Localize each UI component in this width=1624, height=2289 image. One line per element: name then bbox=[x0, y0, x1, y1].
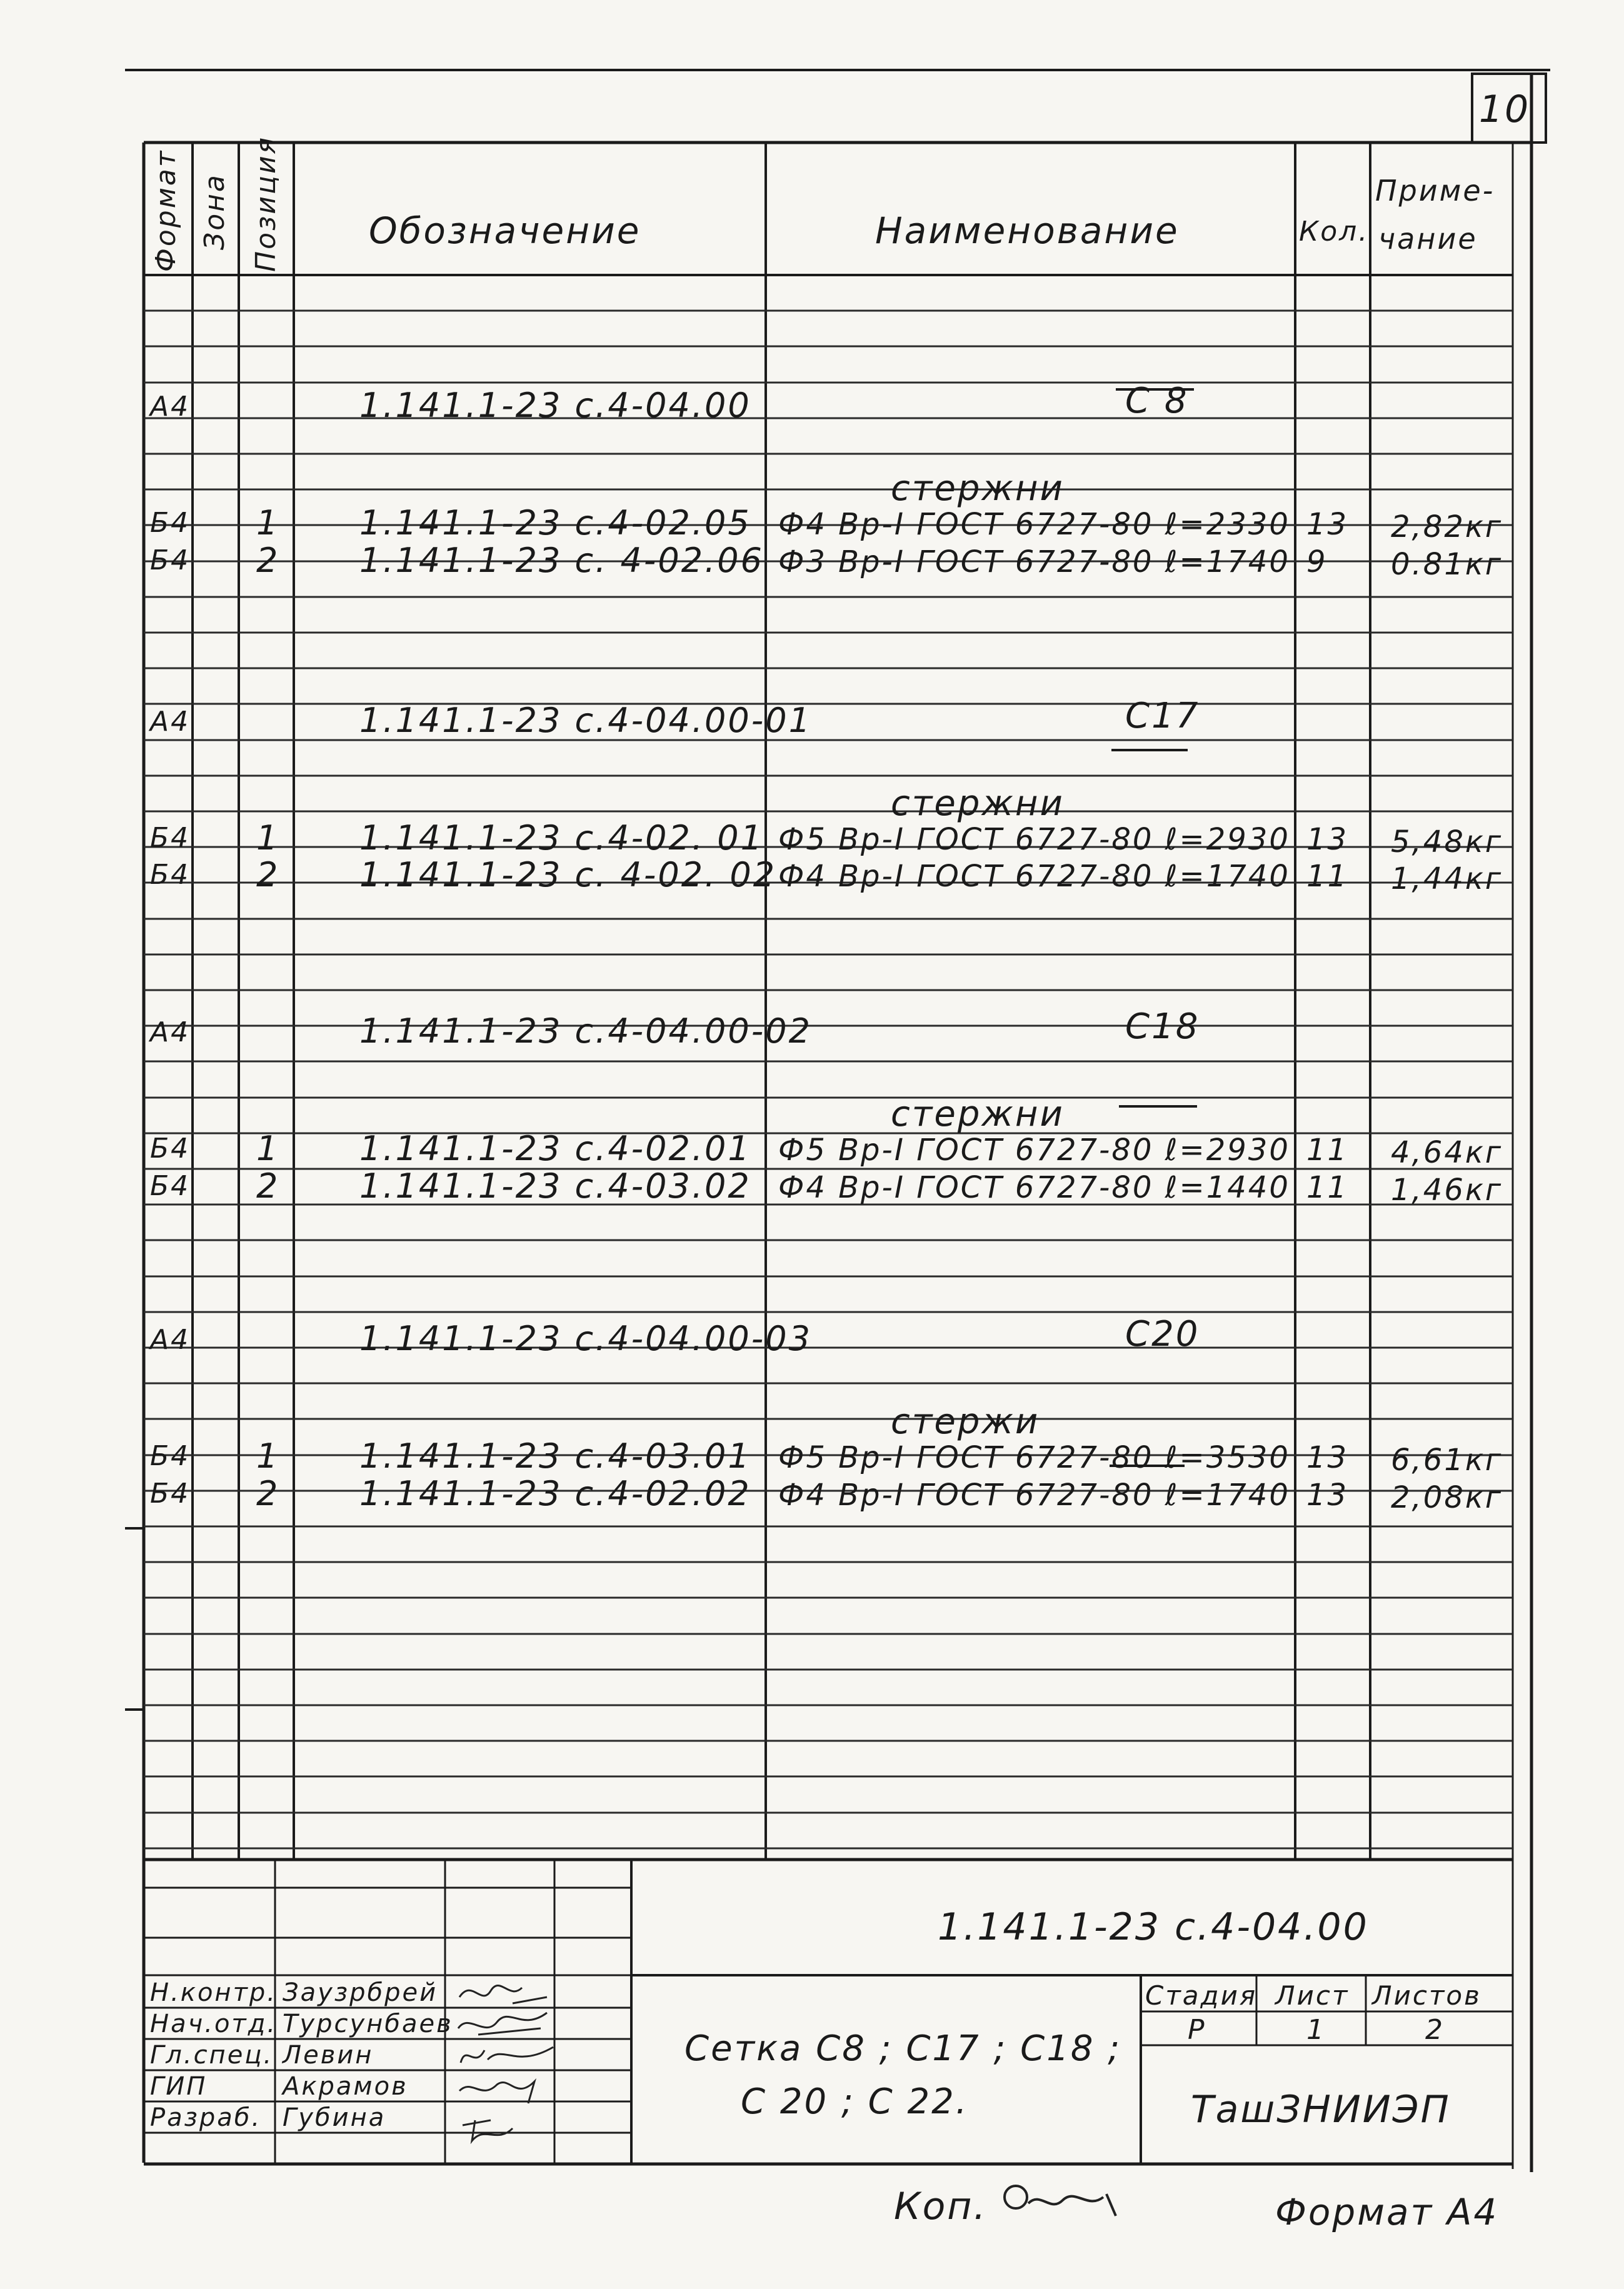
header-format: Формат bbox=[150, 149, 182, 272]
row-designation: 1.141.1-23 с.4-03.02 bbox=[359, 1166, 751, 1206]
group-title: С18 bbox=[1125, 1006, 1200, 1047]
organization: ТашЗНИИЭП bbox=[1191, 2088, 1451, 2131]
row-name: Ф5 Вр-I ГОСТ 6727-80 ℓ=3530 bbox=[778, 1440, 1290, 1475]
row-format: Б4 bbox=[150, 1478, 191, 1510]
approval-name: Турсунбаев bbox=[283, 2010, 453, 2038]
row-format: Б4 bbox=[150, 1170, 191, 1202]
row-name: Ф4 Вр-I ГОСТ 6727-80 ℓ=1740 bbox=[778, 1478, 1290, 1513]
group-title: С 8 bbox=[1125, 381, 1189, 421]
row-position: 1 bbox=[256, 1129, 280, 1168]
approval-name: Заузрбрей bbox=[283, 1978, 438, 2007]
section-label: стержи bbox=[891, 1401, 1040, 1442]
row-position: 1 bbox=[256, 503, 280, 543]
stage-label: Стадия bbox=[1145, 1980, 1258, 2011]
row-qty: 13 bbox=[1306, 822, 1349, 857]
signatures bbox=[453, 1975, 559, 2163]
row-position: 2 bbox=[256, 1474, 280, 1513]
group-designation: 1.141.1-23 с.4-04.00-02 bbox=[359, 1011, 812, 1051]
sheet-value: 1 bbox=[1306, 2014, 1326, 2046]
row-position: 2 bbox=[256, 1166, 280, 1206]
document-title-line2: С 20 ; С 22. bbox=[741, 2081, 969, 2122]
row-note: 4,64кг bbox=[1391, 1135, 1503, 1170]
row-note: 2,82кг bbox=[1391, 509, 1503, 544]
copier-signature bbox=[994, 2178, 1131, 2235]
row-name: Ф3 Вр-I ГОСТ 6727-80 ℓ=1740 bbox=[778, 544, 1290, 579]
row-qty: 11 bbox=[1306, 1133, 1349, 1168]
row-name: Ф4 Вр-I ГОСТ 6727-80 ℓ=1740 bbox=[778, 859, 1290, 894]
row-designation: 1.141.1-23 с. 4-02. 02 bbox=[359, 855, 777, 894]
row-qty: 11 bbox=[1306, 1170, 1349, 1205]
row-name: Ф4 Вр-I ГОСТ 6727-80 ℓ=1440 bbox=[778, 1170, 1290, 1205]
sheets-label: Листов bbox=[1372, 1980, 1481, 2011]
row-qty: 11 bbox=[1306, 859, 1349, 894]
row-format: Б4 bbox=[150, 822, 191, 854]
group-format: А4 bbox=[150, 706, 191, 738]
group-format: А4 bbox=[150, 391, 191, 423]
row-name: Ф4 Вр-I ГОСТ 6727-80 ℓ=2330 bbox=[778, 507, 1290, 542]
row-qty: 13 bbox=[1306, 507, 1349, 542]
row-format: Б4 bbox=[150, 1440, 191, 1472]
header-name: Наименование bbox=[875, 209, 1180, 252]
sheets-value: 2 bbox=[1425, 2014, 1445, 2046]
row-format: Б4 bbox=[150, 859, 191, 891]
row-designation: 1.141.1-23 с.4-02. 01 bbox=[359, 818, 764, 858]
group-designation: 1.141.1-23 с.4-04.00-01 bbox=[359, 701, 812, 740]
row-qty: 13 bbox=[1306, 1478, 1349, 1513]
section-label: стержни bbox=[891, 1094, 1065, 1134]
copied-label: Коп. bbox=[894, 2185, 988, 2228]
header-zone: Зона bbox=[199, 173, 231, 250]
row-position: 1 bbox=[256, 1436, 280, 1476]
group-designation: 1.141.1-23 с.4-04.00 bbox=[359, 386, 751, 425]
row-designation: 1.141.1-23 с.4-02.01 bbox=[359, 1129, 751, 1168]
header-position: Позиция bbox=[250, 135, 282, 272]
row-designation: 1.141.1-23 с. 4-02.06 bbox=[359, 541, 764, 580]
group-title: С17 bbox=[1125, 696, 1200, 736]
approval-name: Левин bbox=[283, 2041, 374, 2070]
row-format: Б4 bbox=[150, 507, 191, 539]
sheet-label: Лист bbox=[1275, 1980, 1350, 2011]
group-format: А4 bbox=[150, 1324, 191, 1356]
row-name: Ф5 Вр-I ГОСТ 6727-80 ℓ=2930 bbox=[778, 1133, 1290, 1168]
row-qty: 9 bbox=[1306, 544, 1328, 579]
header-qty: Кол. bbox=[1299, 216, 1370, 248]
row-qty: 13 bbox=[1306, 1440, 1349, 1475]
row-position: 2 bbox=[256, 855, 280, 894]
approval-role: Н.контр. bbox=[150, 1978, 277, 2007]
approval-role: ГИП bbox=[150, 2072, 208, 2101]
group-designation: 1.141.1-23 с.4-04.00-03 bbox=[359, 1319, 812, 1358]
approval-role: Разраб. bbox=[150, 2103, 262, 2132]
row-note: 1,44кг bbox=[1391, 861, 1503, 896]
row-designation: 1.141.1-23 с.4-02.05 bbox=[359, 503, 751, 543]
group-title: С20 bbox=[1125, 1314, 1200, 1355]
row-note: 5,48кг bbox=[1391, 824, 1503, 859]
row-position: 2 bbox=[256, 541, 280, 580]
header-designation: Обозначение bbox=[369, 209, 641, 252]
group-format: А4 bbox=[150, 1016, 191, 1048]
section-label: стержни bbox=[891, 468, 1065, 509]
stage-value: Р bbox=[1188, 2014, 1206, 2046]
row-position: 1 bbox=[256, 818, 280, 858]
section-label: стержни bbox=[891, 783, 1065, 824]
row-designation: 1.141.1-23 с.4-03.01 bbox=[359, 1436, 751, 1476]
row-designation: 1.141.1-23 с.4-02.02 bbox=[359, 1474, 751, 1513]
row-format: Б4 bbox=[150, 544, 191, 576]
row-note: 0.81кг bbox=[1391, 547, 1503, 582]
approval-name: Губина bbox=[283, 2103, 386, 2132]
row-name: Ф5 Вр-I ГОСТ 6727-80 ℓ=2930 bbox=[778, 822, 1290, 857]
row-note: 6,61кг bbox=[1391, 1443, 1503, 1478]
page-number: 10 bbox=[1478, 88, 1531, 131]
row-format: Б4 bbox=[150, 1133, 191, 1165]
document-title-line1: Сетка С8 ; С17 ; С18 ; bbox=[684, 2028, 1122, 2069]
row-note: 2,08кг bbox=[1391, 1480, 1503, 1515]
row-note: 1,46кг bbox=[1391, 1173, 1503, 1208]
format-label: Формат А4 bbox=[1275, 2191, 1499, 2233]
header-note-line1: Приме- bbox=[1375, 174, 1495, 208]
approval-role: Гл.спец. bbox=[150, 2041, 274, 2070]
header-note-line2: чание bbox=[1378, 222, 1478, 256]
approval-role: Нач.отд. bbox=[150, 2010, 278, 2038]
document-code: 1.141.1-23 с.4-04.00 bbox=[938, 1905, 1369, 1949]
approval-name: Акрамов bbox=[283, 2072, 408, 2101]
